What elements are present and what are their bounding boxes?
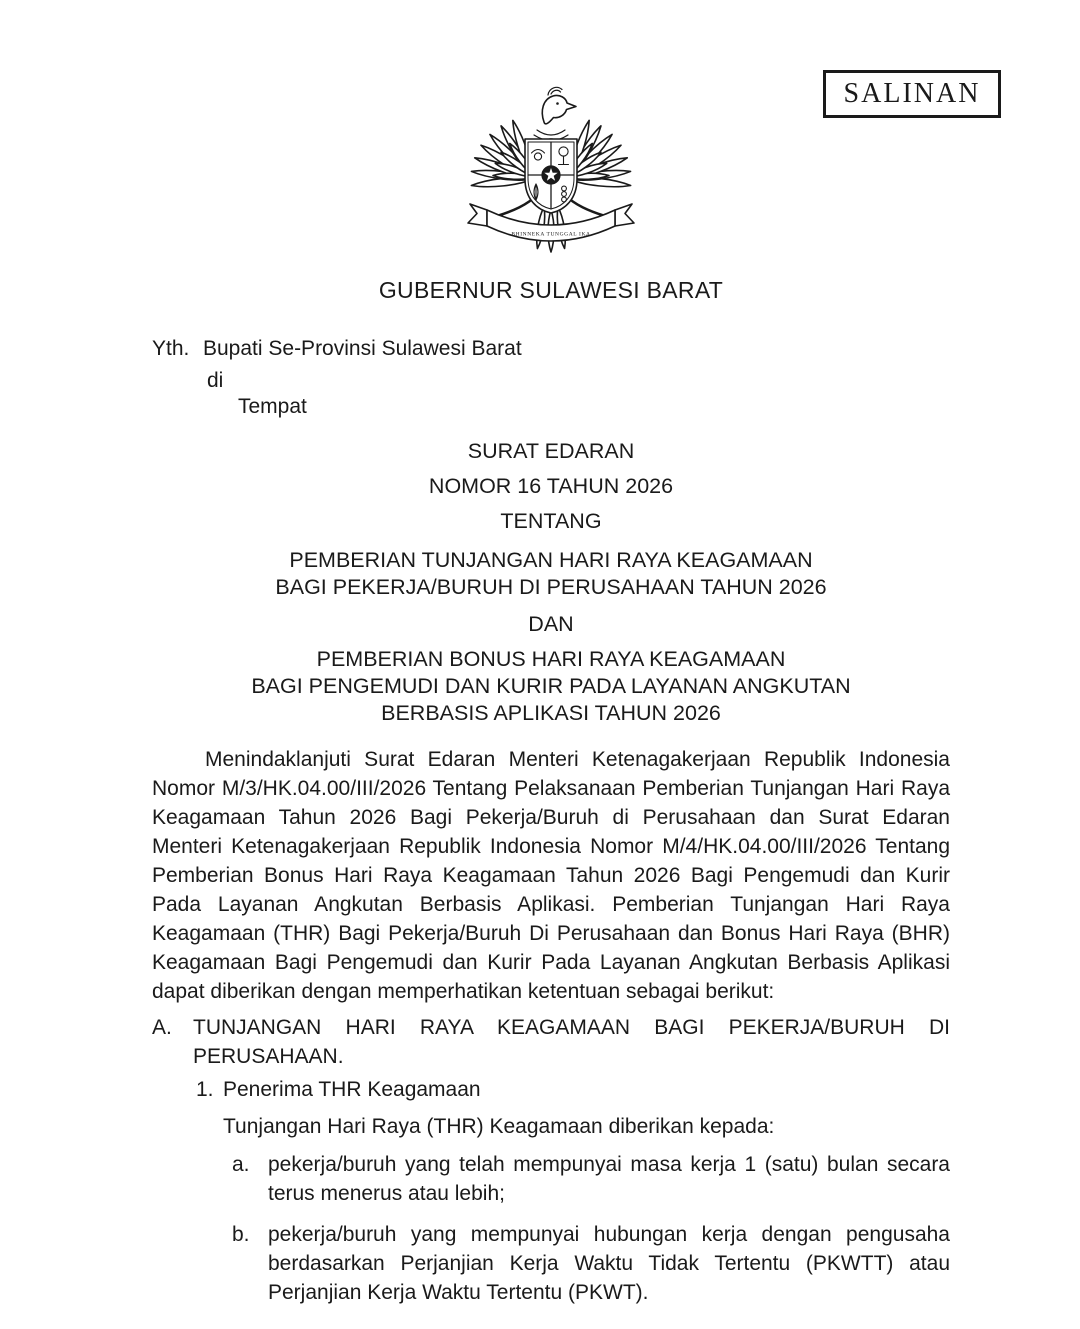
list-item-b-text: pekerja/buruh yang mempunyai hubungan kerja dengan pengusaha berdasarkan Perjanjian Kerja Waktu Tidak Tertentu (PKWTT) atau Perjanjian Kerja Waktu Tertentu (PKWT). — [268, 1223, 950, 1304]
section-a — [152, 1013, 950, 1071]
garuda-pancasila-icon — [461, 83, 641, 253]
list-item-b — [232, 1220, 950, 1307]
doc-subject-2 — [152, 646, 950, 727]
list-item-a-text: pekerja/buruh yang telah mempunyai masa kerja 1 (satu) bulan secara terus menerus atau lebih; — [268, 1153, 950, 1205]
garuda-pancasila-emblem — [152, 0, 950, 253]
address-block — [152, 336, 950, 420]
org-title: GUBERNUR SULAWESI BARAT — [378, 277, 724, 303]
ribbon-text: BHINNEKA TUNGGAL IKA — [511, 231, 591, 238]
doc-number: NOMOR 16 TAHUN 2026 — [428, 474, 674, 498]
doc-type: SURAT EDARAN — [467, 439, 635, 463]
intro-paragraph: Menindaklanjuti Surat Edaran Menteri Ketenagakerjaan Republik Indonesia Nomor M/3/HK.04.00/III/2026 Tentang Pelaksanaan Pemberian Tunjangan Hari Raya Keagamaan Tahun 2026 Bagi Pekerja/Buruh di Perusahaan dan Surat Edaran Menteri Ketenagakerjaan Republik Indonesia Nomor M/4/HK.04.00/III/2026 Tentang Pemberian Bonus Hari Raya Keagamaan Tahun 2026 Bagi Pengemudi dan Kurir Pada Layanan Angkutan Berbasis Aplikasi. Pemberian Tunjangan Hari Raya Keagamaan (THR) Bagi Pekerja/Buruh Di Perusahaan dan Bonus Hari Raya (BHR) Keagamaan Bagi Pengemudi dan Kurir Pada Layanan Angkutan Berbasis Aplikasi dapat diberikan dengan memperhatikan ketentuan sebagai berikut: — [152, 748, 950, 1003]
address-salutation: Yth. — [152, 337, 190, 360]
list-item-a-marker: a. — [232, 1153, 250, 1176]
document-heading — [152, 438, 950, 727]
eagle-head — [542, 87, 576, 123]
doc-subject-1 — [152, 547, 950, 601]
pancasila-shield — [525, 139, 577, 213]
doc-subject-2-line-2: BAGI PENGEMUDI DAN KURIR PADA LAYANAN ANGKUTAN — [251, 674, 851, 698]
address-di: di — [207, 369, 224, 392]
doc-subject-1-line-1: PEMBERIAN TUNJANGAN HARI RAYA KEAGAMAAN — [289, 548, 813, 572]
list-item-a — [232, 1150, 950, 1208]
item-1-lead: Tunjangan Hari Raya (THR) Keagamaan diberikan kepada: — [223, 1115, 775, 1138]
item-1-title: Penerima THR Keagamaan — [223, 1078, 481, 1101]
doc-about-label: TENTANG — [500, 509, 602, 533]
section-a-marker: A. — [152, 1016, 172, 1039]
doc-subject-2-line-1: PEMBERIAN BONUS HARI RAYA KEAGAMAAN — [316, 647, 786, 671]
item-1-marker: 1. — [196, 1078, 214, 1101]
item-1 — [196, 1075, 950, 1104]
address-recipient: Bupati Se-Provinsi Sulawesi Barat — [203, 337, 522, 360]
salinan-stamp-label: SALINAN — [843, 78, 981, 109]
doc-subject-2-line-3: BERBASIS APLIKASI TAHUN 2026 — [381, 701, 721, 725]
section-a-title: TUNJANGAN HARI RAYA KEAGAMAAN BAGI PEKERJA/BURUH DI PERUSAHAAN. — [193, 1016, 950, 1068]
doc-conjunction: DAN — [528, 612, 574, 636]
list-item-b-marker: b. — [232, 1223, 250, 1246]
address-recipient-line — [152, 336, 950, 362]
doc-subject-1-line-2: BAGI PEKERJA/BURUH DI PERUSAHAAN TAHUN 2026 — [275, 575, 827, 599]
salinan-stamp — [823, 70, 1001, 118]
address-tempat: Tempat — [238, 395, 307, 418]
